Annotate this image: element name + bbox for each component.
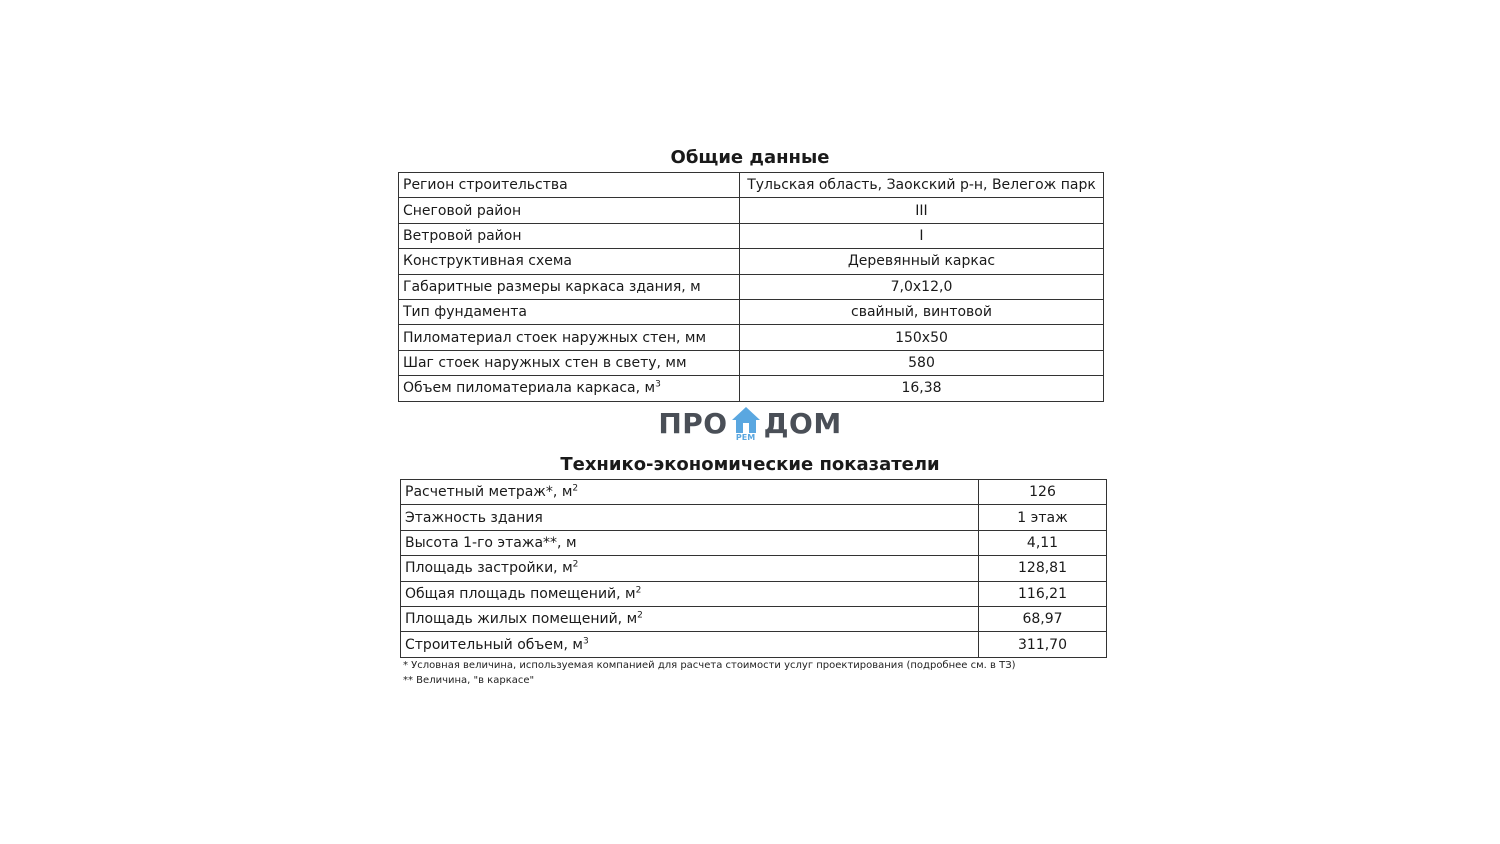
logo-text-left: ПРО xyxy=(658,406,728,440)
logo-text-right: ДОМ xyxy=(763,406,842,440)
unit-superscript: 2 xyxy=(572,483,579,494)
row-label: Конструктивная схема xyxy=(399,249,740,274)
table-row xyxy=(401,581,1107,606)
table-row xyxy=(399,325,1104,350)
row-label: Площадь жилых помещений, $м^2$ xyxy=(401,606,979,631)
row-label: Регион строительства xyxy=(399,173,740,198)
table-row xyxy=(399,376,1104,401)
row-label: Площадь застройки, $м^2$ xyxy=(401,556,979,581)
table-row xyxy=(399,173,1104,198)
row-value: 68,97 xyxy=(979,606,1107,631)
unit-superscript: 3 xyxy=(582,635,589,646)
row-value: III xyxy=(740,198,1104,223)
row-value: 580 xyxy=(740,350,1104,375)
table-row xyxy=(399,274,1104,299)
table-row xyxy=(401,505,1107,530)
row-label: Этажность здания xyxy=(401,505,979,530)
row-label: Габаритные размеры каркаса здания, м xyxy=(399,274,740,299)
row-value: I xyxy=(740,223,1104,248)
row-label: Тип фундамента xyxy=(399,299,740,324)
table-row xyxy=(399,249,1104,274)
general-data-title: Общие данные xyxy=(670,147,830,168)
row-value: 16,38 xyxy=(740,376,1104,401)
row-label: Строительный объем, $м^3$ xyxy=(401,632,979,657)
table-row xyxy=(401,606,1107,631)
unit-superscript: 2 xyxy=(572,559,579,570)
company-logo xyxy=(650,403,850,443)
table-row xyxy=(401,530,1107,555)
table-row xyxy=(399,350,1104,375)
tech-indicators-table xyxy=(400,479,1107,658)
table-row xyxy=(401,480,1107,505)
row-label: Объем пиломатериала каркаса, $м^3$ xyxy=(399,376,740,401)
row-value: Тульская область, Заокский р-н, Велегож парк xyxy=(740,173,1104,198)
row-label: Шаг стоек наружных стен в свету, мм xyxy=(399,350,740,375)
row-value: 4,11 xyxy=(979,530,1107,555)
logo-badge: РЕМ xyxy=(735,433,756,442)
row-label: Высота 1-го этажа**, м xyxy=(401,530,979,555)
general-data-table xyxy=(398,172,1104,402)
tech-indicators-title: Технико-экономические показатели xyxy=(560,454,940,475)
row-value: Деревянный каркас xyxy=(740,249,1104,274)
footnote-frame-value: ** Величина, "в каркасе" xyxy=(403,675,535,686)
table-row xyxy=(401,632,1107,657)
row-label: Расчетный метраж*, $м^2$ xyxy=(401,480,979,505)
table-row xyxy=(399,299,1104,324)
row-label: Снеговой район xyxy=(399,198,740,223)
row-value: 116,21 xyxy=(979,581,1107,606)
row-value: 150х50 xyxy=(740,325,1104,350)
row-value: 7,0х12,0 xyxy=(740,274,1104,299)
row-value: 128,81 xyxy=(979,556,1107,581)
row-value: 1 этаж xyxy=(979,505,1107,530)
row-value: 311,70 xyxy=(979,632,1107,657)
row-value: 126 xyxy=(979,480,1107,505)
house-icon xyxy=(731,406,761,440)
row-label: Общая площадь помещений, $м^2$ xyxy=(401,581,979,606)
table-row xyxy=(401,556,1107,581)
unit-superscript: 2 xyxy=(635,585,642,596)
footnote-estimated-area: * Условная величина, используемая компанией для расчета стоимости услуг проектирования (подробнее см. в ТЗ) xyxy=(403,660,1016,671)
unit-superscript: 2 xyxy=(637,610,643,621)
unit-superscript: 3 xyxy=(655,379,661,390)
row-value: свайный, винтовой xyxy=(740,299,1104,324)
table-row xyxy=(399,223,1104,248)
row-label: Ветровой район xyxy=(399,223,740,248)
table-row xyxy=(399,198,1104,223)
row-label: Пиломатериал стоек наружных стен, мм xyxy=(399,325,740,350)
